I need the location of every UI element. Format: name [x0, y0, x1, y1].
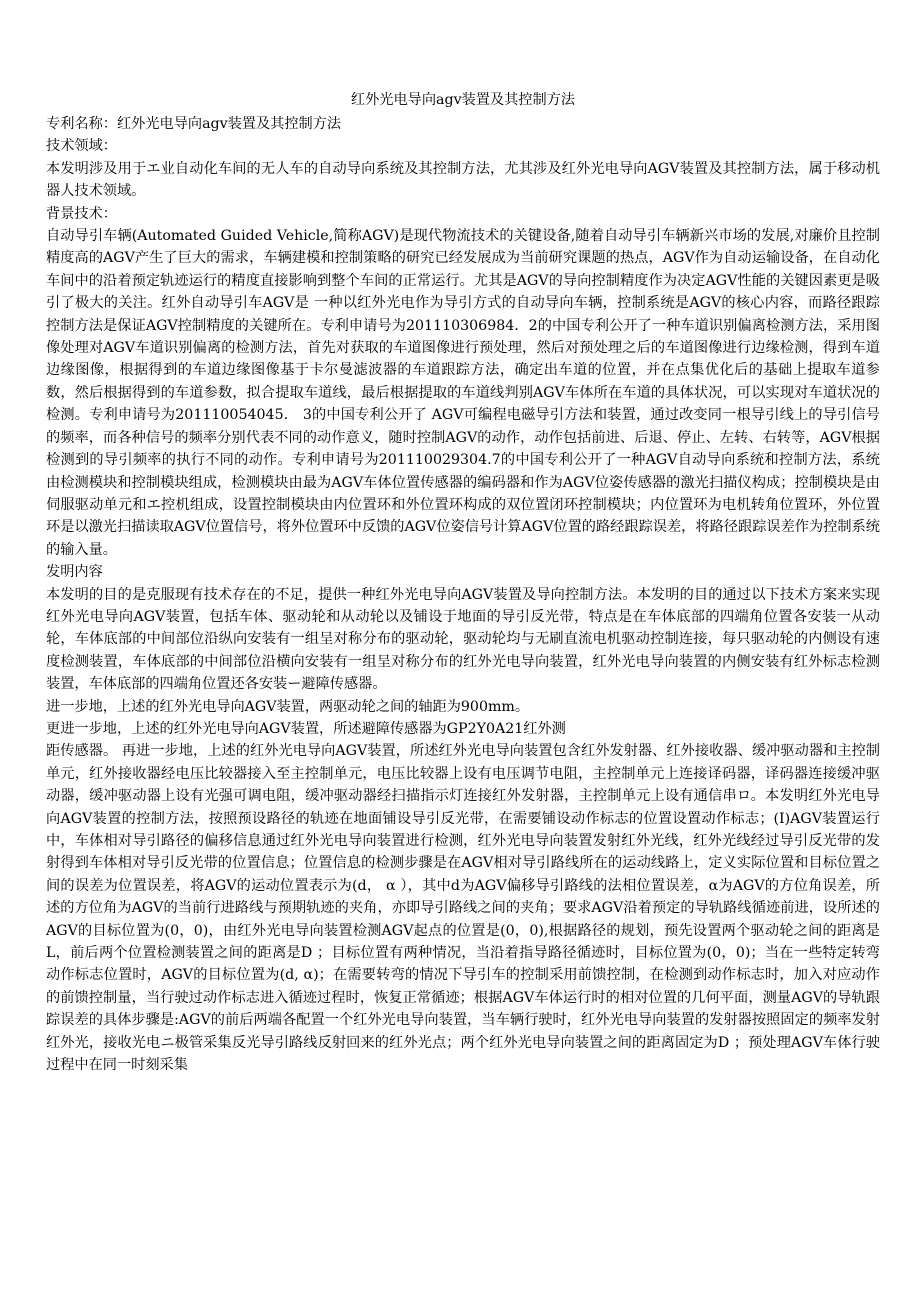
- tech-field-heading: 技术领域：: [46, 138, 117, 155]
- invention-paragraph-3: 更进一步地，上述的红外光电导向AGV装置，所述避障传感器为GP2Y0A21红外测: [46, 720, 566, 737]
- invention-paragraph-1: 本发明的目的是克服现有技术存在的不足，提供一种红外光电导向AGV装置及导向控制方法。本发明的目的通过以下技术方案来实现红外光电导向AGV装置，包括车体、驱动轮和从动轮以及铺设于地面的导引反光带，特点是在车体底部的四端角位置各安装一从动轮，车体底部的中间部位沿纵向安装有一组呈对称分布的驱动轮，驱动轮均与无刷直流电机驱动控制连接，每只驱动轮的内侧设有速度检测装置，车体底部的中间部位沿横向安装有一组呈对称分布的红外光电导向装置，红外光电导向装置的内侧安装有红外标志检测装置，车体底部的四端角位置还各安装ー避障传感器。: [46, 586, 880, 693]
- document-title: 红外光电导向agv装置及其控制方法: [350, 92, 576, 108]
- patent-name-line: 专利名称：红外光电导向agv装置及其控制方法: [46, 116, 342, 132]
- background-paragraph: 自动导引车辆(Automated Guided Vehicle,简称AGV)是现代物流技术的关键设备,随着自动导引车辆新兴市场的发展,对廉价且控制精度高的AGV产生了巨大的需求，车辆建模和控制策略的研究已经发展成为当前研究课题的热点，AGV作为自动运输设备，在自动化车间中的沿着预定轨迹运行的精度直接影响到整个车间的正常运行。尤其是AGV的导向控制精度作为决定AGV性能的关键因素更是吸引了极大的关注。红外自动导引车AGV是 一种以红外光电作为导引方式的自动导向车辆，控制系统是AGV的核心内容，而路径跟踪控制方法是保证AGV控制精度的关键所在。专利申请号为201110306984．2的中国专利公开了一种车道识别偏离检测方法，采用图像处理对AGV车道识别偏离的检测方法，首先对获取的车道图像进行预处理，然后对预处理之后的车道图像进行边缘检测，得到车道边缘图像，根据得到的车道边缘图像基于卡尔曼滤波器的车道跟踪方法，确定出车道的位置，并在点集优化后的基础上提取车道参数，然后根据得到的车道参数，拟合提取车道线，最后根据提取的车道线判别AGV车体所在车道的具体状况，可以实现对车道状况的检测。专利申请号为201110054045． 3的中国专利公开了 AGV可编程电磁导引方法和装置，通过改变同一根导引线上的导引信号的频率，而各种信号的频率分别代表不同的动作意义，随时控制AGV的动作，动作包括前进、后退、停止、左转、右转等，AGV根据检测到的导引频率的执行不同的动作。专利申请号为201110029304.7的中国专利公开了一种AGV自动导向系统和控制方法，系统由检测模块和控制模块组成，检测模块由最为AGV车体位置传感器的编码器和作为AGV位姿传感器的激光扫描仪构成；控制模块是由伺服驱动单元和エ控机组成，设置控制模块由内位置环和外位置环构成的双位置闭环控制模块；内位置环为电机转角位置环，外位置环是以激光扫描读取AGV位置信号，将外位置环中反馈的AGV位姿信号计算AGV位置的路经跟踪误差，将路径跟踪误差作为控制系统的输入量。: [46, 228, 880, 558]
- invention-paragraph-2: 进一步地，上述的红外光电导向AGV装置，两驱动轮之间的轴距为900mm。: [46, 698, 530, 715]
- tech-field-paragraph: 本发明涉及用于エ业自动化车间的无人车的自动导向系统及其控制方法，尤其涉及红外光电导向AGV装置及其控制方法，属于移动机器人技术领域。: [46, 160, 880, 200]
- document-page: [46, 88, 880, 1076]
- invention-heading: 发明内容: [46, 564, 103, 581]
- invention-paragraph-4: 距传感器。 再进一步地，上述的红外光电导向AGV装置，所述红外光电导向装置包含红外发射器、红外接收器、缓冲驱动器和主控制单元，红外接收器经电压比较器接入至主控制单元，电压比较器上设有电压调节电阻，主控制单元上连接译码器，译码器连接缓冲驱动器，缓冲驱动器上设有光强可调电阻，缓冲驱动器经扫描指示灯连接红外发射器，主控制单元上设有通信串ロ。本发明红外光电导向AGV装置的控制方法，按照预设路径的轨迹在地面铺设导引反光带，在需要铺设动作标志的位置设置动作标志；(I)AGV装置运行中，车体相对导引路径的偏移信息通过红外光电导向装置进行检测，红外光电导向装置发射红外光线，红外光线经过导引反光带的发射得到车体相对导引反光带的位置信息；位置信息的检测步骤是在AGV相对导引路线所在的运动线路上，定义实际位置和目标位置之间的误差为位置误差，将AGV的运动位置表示为(d， α ），其中d为AGV偏移导引路线的法相位置误差，α为AGV的方位角误差，所述的方位角为AGV的当前行进路线与预期轨迹的夹角，亦即导引路线之间的夹角；要求AGV沿着预定的导轨路线循迹前进，设所述的AGV的目标位置为(0，0)，由红外光电导向装置检测AGV起点的位置是(0，0),根据路径的规划，预先设置两个驱动轮之间的距离是L，前后两个位置检测装置之间的距离是D ；目标位置有两种情况，当沿着指导路径循迹时，目标位置为(0，0)；当在一些特定转弯动作标志位置时，AGV的目标位置为(d, α)；在需要转弯的情况下导引车的控制采用前馈控制，在检测到动作标志时，加入对应动作的前馈控制量，当行驶过动作标志进入循迹过程时，恢复正常循迹；根据AGV车体运行时的相对位置的几何平面，测量AGV的导轨跟踪误差的具体步骤是:AGV的前后两端各配置一个红外光电导向装置，当车辆行驶时，红外光电导向装置的发射器按照固定的频率发射红外光，接收光电ニ极管采集反光导引路线反射回来的红外光点；两个红外光电导向装置之间的距离固定为D ；预处理AGV车体行驶过程中在同一时刻采集: [46, 743, 880, 1074]
- background-heading: 背景技术：: [46, 205, 117, 222]
